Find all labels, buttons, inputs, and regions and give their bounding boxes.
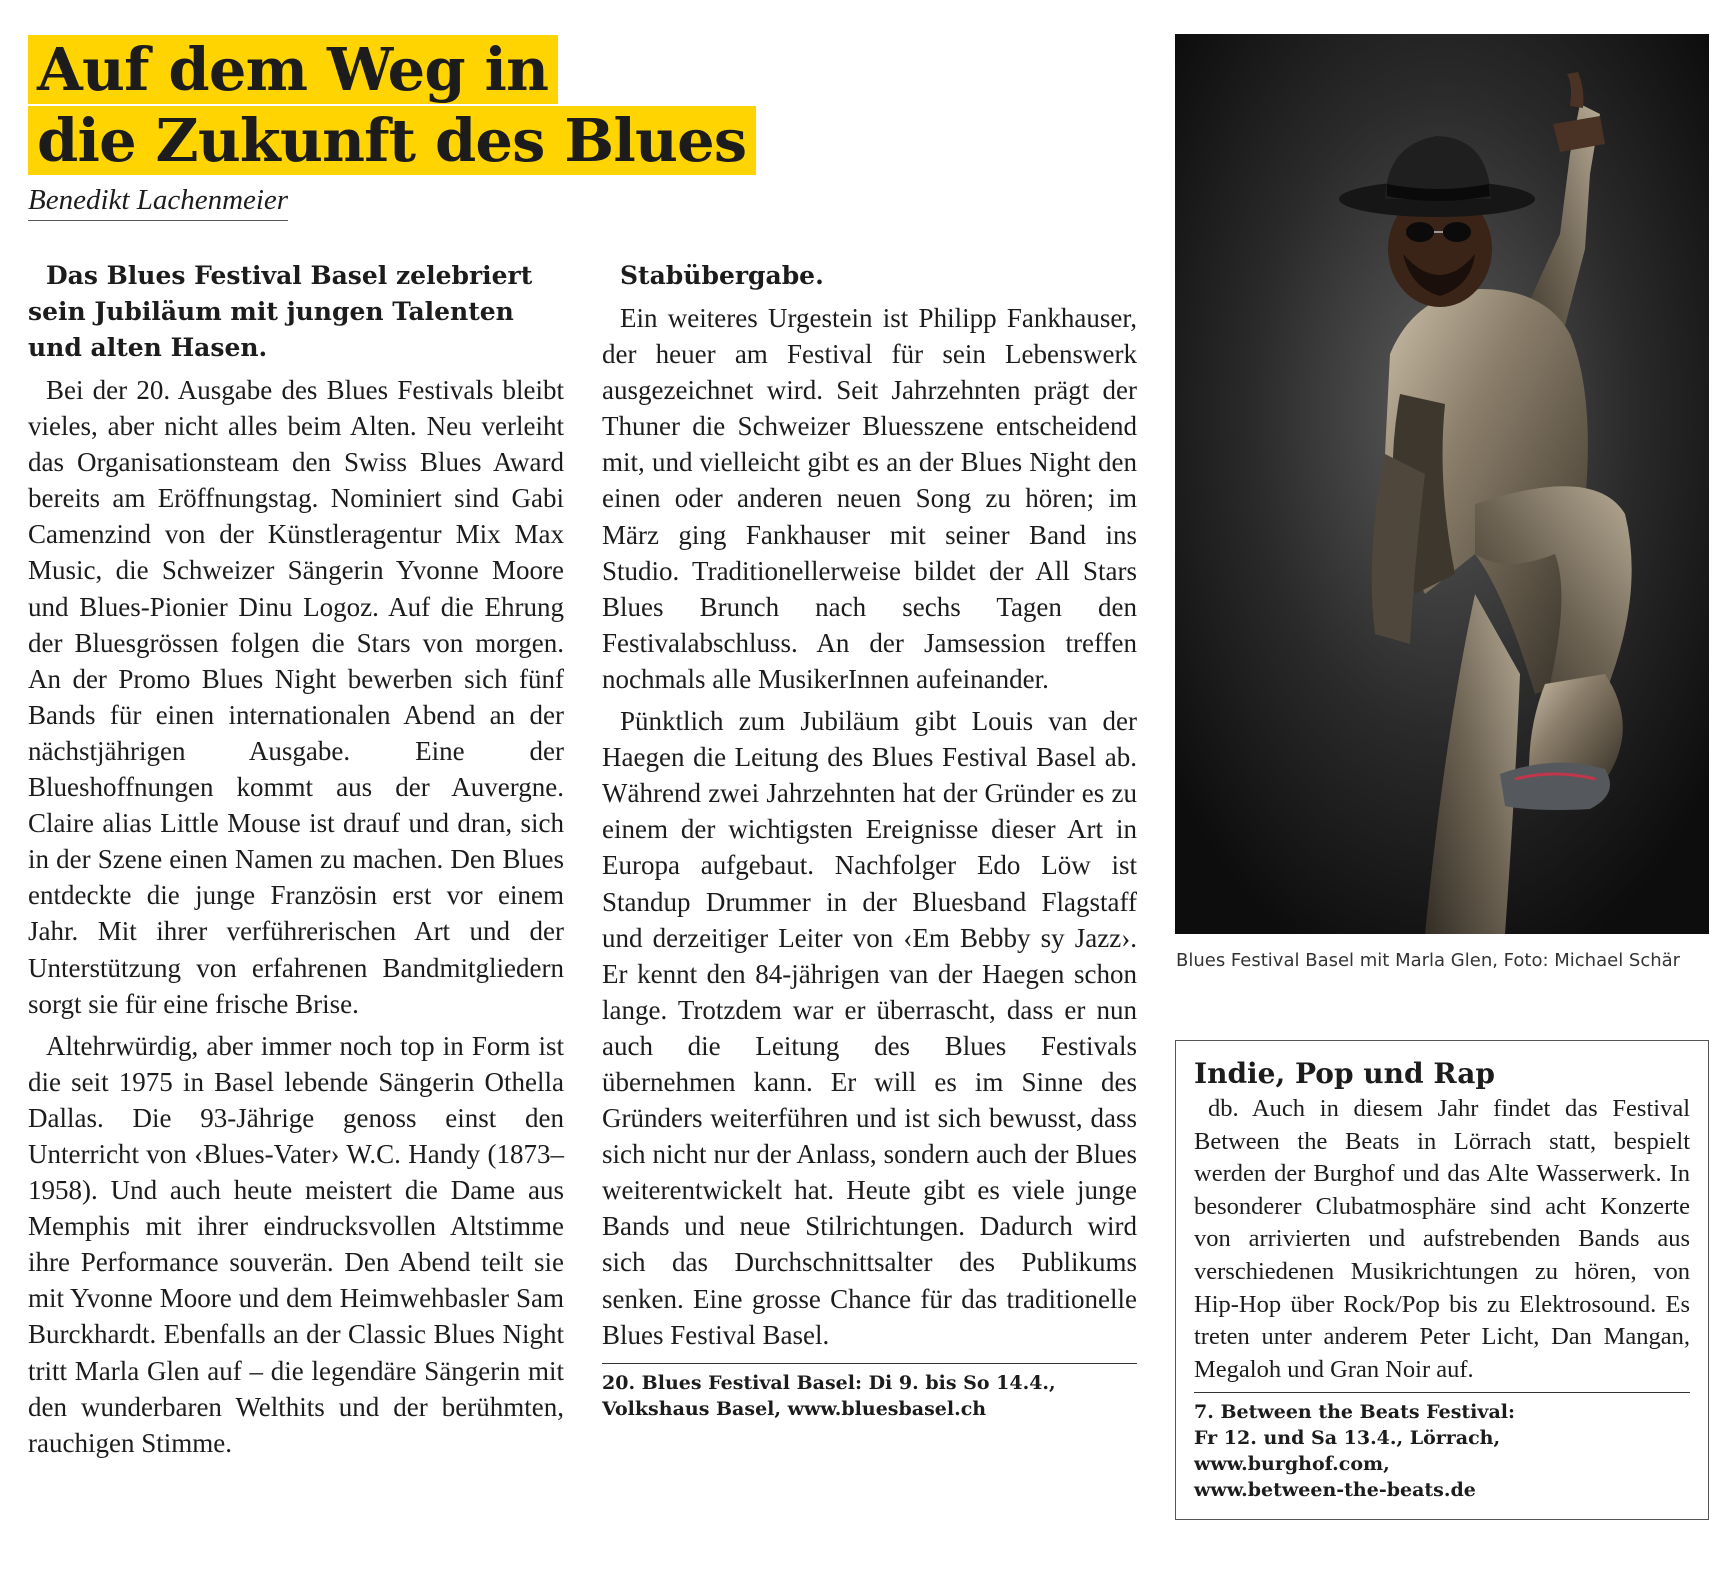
article-paragraph: Bei der 20. Ausgabe des Blues Festivals bleibt vieles, aber nicht alles beim Alten. Neu verleiht das Organisationsteam den Swiss Blues Award bereits am Eröffnungstag. Nominiert sind Gabi Camenzind von der Künstleragentur Mix Max Music, die Schweizer Sängerin Yvonne Moore und Blues-Pionier Dinu Logoz. Auf die Ehrung der Bluesgrössen folgen die Stars von morgen. An der Promo Blues Night bewerben sich fünf Bands für einen internationalen Abend an der nächstjährigen Ausgabe. Eine der Blueshoffnungen kommt aus der Auvergne. Claire alias Little Mouse ist drauf und dran, sich in der Szene einen Namen zu machen. Den Blues entdeckte die junge Französin erst vor einem Jahr. Mit ihrer verführerischen Art und der Unterstützung von erfahrenen Bandmitgliedern sorgt sie für eine frische Brise. (28, 375, 564, 1019)
event-info (602, 1370, 1137, 1422)
article-paragraph: Altehrwürdig, aber immer noch top in Form ist die seit 1975 in Basel lebende Sängerin Othella Dallas. Die 93-Jährige genoss einst den Unterricht von ‹Blues-Vater› W.C. Handy (1873–1958). Und auch heute meistert die Dame aus Memphis mit ihrer eindrucksvollen Altstimme ihre Performance souverän. Den Abend teilt sie mit Yvonne Moore und dem Heimwehbasler Sam Burckhardt. Ebenfalls an der Classic Blues Night tritt Marla Glen auf – die legendäre Sängerin mit den wunderbaren Welthits und der berühmten, rauchigen Stimme. (28, 1030, 564, 1458)
article-column-2 (602, 258, 1137, 1422)
sidebar-title: Indie, Pop und Rap (1194, 1057, 1495, 1090)
headline-line-2: die Zukunft des Blues (28, 105, 756, 176)
sidebar-text: db. Auch in diesem Jahr findet das Festival Between the Beats in Lörrach statt, bespielt werden der Burghof und das Alte Wasserwerk. In besonderer Clubatmosphäre sind acht Konzerte von arrivierten und aufstrebenden Bands aus verschiedenen Musikrichtungen zu hören, von Hip-Hop über Rock/Pop bis zu Elektrosound. Es treten unter anderem Peter Licht, Dan Mangan, Megaloh und Gran Noir auf. (1194, 1095, 1690, 1383)
sidebar-box (1175, 1040, 1709, 1520)
article-paragraph: Pünktlich zum Jubiläum gibt Louis van der Haegen die Leitung des Blues Festival Basel ab. Während zwei Jahrzehnten hat der Gründer es zu einem der wichtigsten Ereignisse dieser Art in Europa aufgebaut. Nachfolger Edo Löw ist Standup Drummer in der Bluesband Flagstaff und derzeitiger Leiter von ‹Em Bebby sy Jazz›. Er kennt den 84-jährigen van der Haegen schon lange. Trotzdem war er überrascht, dass er nun auch die Leitung des Blues Festivals übernehmen kann. Er will es im Sinne des Gründers weiterführen und ist sich bewusst, dass sich nicht nur der Anlass, sondern auch der Blues weiterentwickelt hat. Heute gibt es viele junge Bands und neue Stilrichtungen. Dadurch wird sich das Durchschnittsalter des Publikums senken. Eine grosse Chance für das traditionelle Blues Festival Basel. (602, 706, 1137, 1350)
divider (1194, 1392, 1690, 1393)
event-info-line: Fr 12. und Sa 13.4., Lörrach, www.burghof.com, (1194, 1427, 1501, 1476)
section-subhead: Stabübergabe. (620, 261, 824, 290)
article-lead: Das Blues Festival Basel zelebriert sein Jubiläum mit jungen Talenten und alten Hasen. (28, 261, 533, 362)
performer-illustration (1175, 34, 1709, 934)
article-headline (28, 34, 756, 176)
headline-line-1: Auf dem Weg in (28, 34, 756, 105)
event-info-line: 20. Blues Festival Basel: Di 9. bis So 14.4., (602, 1371, 1056, 1394)
event-info-line: Volkshaus Basel, www.bluesbasel.ch (602, 1397, 987, 1420)
article-column-1 (28, 258, 564, 1461)
performer-photo (1175, 34, 1709, 934)
event-info-line: www.between-the-beats.de (1194, 1479, 1476, 1502)
sidebar-event-info (1194, 1399, 1690, 1503)
divider (602, 1363, 1137, 1364)
author-byline: Benedikt Lachenmeier (28, 183, 288, 221)
article-paragraph: Ein weiteres Urgestein ist Philipp Fankhauser, der heuer am Festival für sein Lebenswerk ausgezeichnet wird. Seit Jahrzehnten prägt der Thuner die Schweizer Bluesszene entscheidend mit, und vielleicht gibt es an der Blues Night den einen oder anderen neuen Song zu hören; im März ging Fankhauser mit seiner Band ins Studio. Traditionellerweise bildet der All Stars Blues Brunch nach sechs Tagen den Festivalabschluss. An der Jamsession treffen nochmals alle MusikerInnen aufeinander. (602, 303, 1137, 694)
event-info-line: 7. Between the Beats Festival: (1194, 1401, 1515, 1424)
photo-caption: Blues Festival Basel mit Marla Glen, Foto: Michael Schär (1176, 950, 1681, 971)
